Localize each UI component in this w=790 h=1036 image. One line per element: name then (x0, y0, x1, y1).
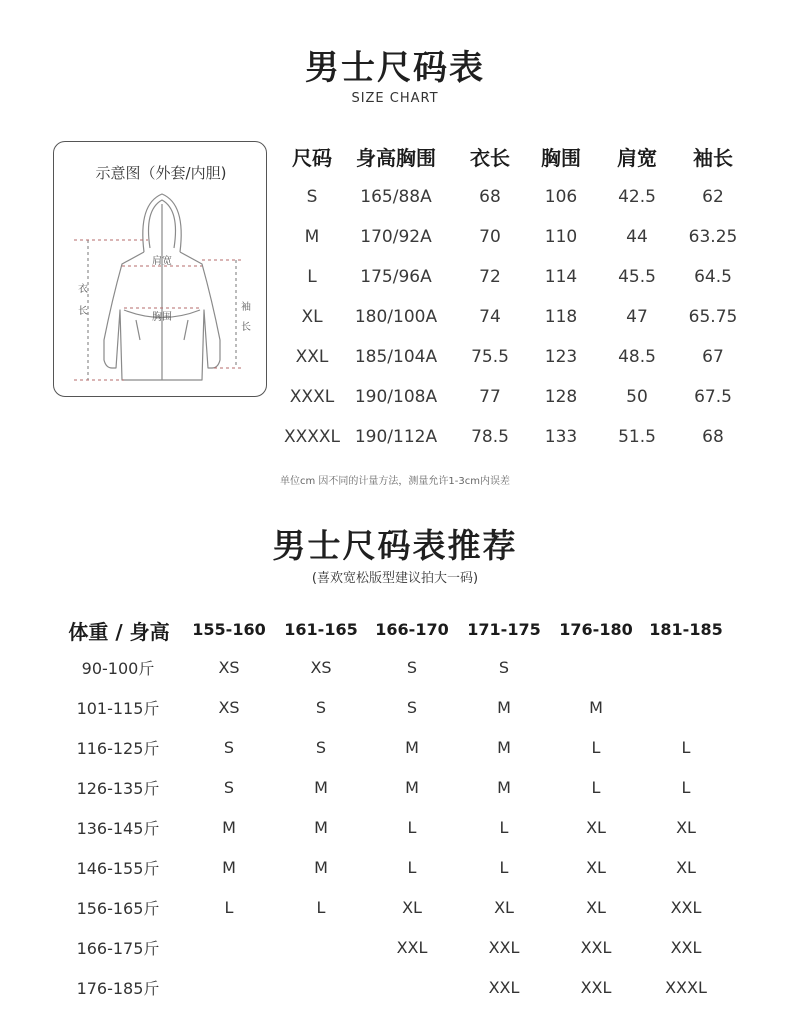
recommended-size-cell: L (681, 778, 691, 797)
recommended-size-cell: S (406, 698, 418, 717)
recommended-size-cell: L (407, 818, 417, 837)
height-range-header: 155-160 (192, 620, 266, 639)
recommended-size-cell: M (589, 698, 603, 717)
recommended-size-cell: XXXL (665, 978, 707, 997)
size-chart-header: 衣长 (470, 146, 510, 170)
recommended-size-cell: S (223, 778, 235, 797)
size-chart-cell: XXXL (289, 387, 335, 407)
recommended-size-cell: XS (218, 658, 240, 677)
size-chart-cell: 68 (479, 187, 501, 207)
chest-mark: 胸围 (152, 312, 172, 323)
size-chart-cell: 190/108A (354, 387, 438, 407)
size-chart-cell: 51.5 (618, 427, 656, 447)
size-chart-header: 肩宽 (617, 146, 657, 170)
size-chart-cell: L (307, 267, 317, 287)
size-chart-cell: 77 (479, 387, 501, 407)
recommended-size-cell: XL (586, 818, 606, 837)
size-chart-cell: 75.5 (471, 347, 509, 367)
length-mark-bottom: 长 (78, 306, 88, 317)
weight-range-label: 136-145斤 (76, 819, 160, 838)
recommended-size-cell: M (314, 778, 328, 797)
size-chart-cell: 65.75 (688, 307, 738, 327)
recommended-size-cell: L (499, 858, 509, 877)
page-title: 男士尺码表 (305, 48, 485, 88)
size-chart-cell: 42.5 (618, 187, 656, 207)
recommended-size-cell: XS (218, 698, 240, 717)
size-chart-cell: 123 (544, 347, 578, 367)
size-chart-cell: 74 (479, 307, 501, 327)
recommended-size-cell: M (405, 738, 419, 757)
recommended-size-cell: S (498, 658, 510, 677)
recommended-size-cell: M (222, 818, 236, 837)
size-chart-cell: 64.5 (694, 267, 732, 287)
recommended-size-cell: XL (402, 898, 422, 917)
recommended-size-cell: L (224, 898, 234, 917)
size-chart-cell: 170/92A (360, 227, 432, 247)
recommended-size-cell: XL (676, 818, 696, 837)
size-chart-cell: 114 (544, 267, 578, 287)
size-chart-cell: 44 (626, 227, 648, 247)
size-chart-header: 袖长 (693, 146, 733, 170)
recommended-size-cell: M (405, 778, 419, 797)
recommended-size-cell: L (681, 738, 691, 757)
recommend-subtitle: (喜欢宽松版型建议拍大一码) (311, 571, 479, 586)
recommended-size-cell: M (497, 738, 511, 757)
length-mark-top: 衣 (78, 284, 88, 295)
recommended-size-cell: XXL (580, 938, 612, 957)
recommended-size-cell: L (591, 778, 601, 797)
recommended-size-cell: S (406, 658, 418, 677)
recommended-size-cell: XL (586, 898, 606, 917)
size-chart-cell: 78.5 (471, 427, 509, 447)
size-chart-cell: 47 (626, 307, 648, 327)
size-chart-cell: 165/88A (360, 187, 432, 207)
page-subtitle: SIZE CHART (351, 91, 439, 106)
jacket-diagram-panel (53, 141, 267, 397)
recommended-size-cell: S (315, 698, 327, 717)
height-range-header: 161-165 (284, 620, 358, 639)
weight-range-label: 126-135斤 (76, 779, 160, 798)
recommended-size-cell: M (222, 858, 236, 877)
height-range-header: 166-170 (375, 620, 449, 639)
shoulder-mark: 肩宽 (152, 256, 172, 267)
jacket-illustration (64, 190, 258, 390)
weight-range-label: 116-125斤 (76, 739, 160, 758)
size-chart-cell: XL (301, 307, 323, 327)
recommended-size-cell: M (314, 858, 328, 877)
height-range-header: 181-185 (649, 620, 723, 639)
size-chart-cell: XXL (295, 347, 329, 367)
size-chart-cell: XXXXL (283, 427, 341, 447)
recommended-size-cell: L (316, 898, 326, 917)
recommend-corner-label: 体重 / 身高 (68, 620, 170, 644)
size-chart-cell: 185/104A (354, 347, 438, 367)
size-chart-cell: 110 (544, 227, 578, 247)
size-chart-cell: 180/100A (354, 307, 438, 327)
recommended-size-cell: XXL (488, 938, 520, 957)
recommended-size-cell: XL (586, 858, 606, 877)
recommend-table (0, 600, 790, 1020)
diagram-label: 示意图（外套/内胆) (95, 164, 227, 182)
recommended-size-cell: M (314, 818, 328, 837)
weight-range-label: 156-165斤 (76, 899, 160, 918)
size-chart-cell: 106 (544, 187, 578, 207)
sleeve-mark-bottom: 长 (241, 322, 251, 333)
height-range-header: 176-180 (559, 620, 633, 639)
size-chart-cell: 68 (702, 427, 724, 447)
weight-range-label: 166-175斤 (76, 939, 160, 958)
recommended-size-cell: S (315, 738, 327, 757)
size-chart-cell: 48.5 (618, 347, 656, 367)
measurement-note: 单位cm 因不同的计量方法，测量允许1-3cm内误差 (280, 476, 510, 487)
size-chart-cell: 70 (479, 227, 501, 247)
recommended-size-cell: L (407, 858, 417, 877)
recommended-size-cell: XL (494, 898, 514, 917)
recommended-size-cell: XXL (670, 898, 702, 917)
size-chart-cell: 67.5 (694, 387, 732, 407)
size-chart-cell: M (304, 227, 320, 247)
size-chart-cell: 72 (479, 267, 501, 287)
recommended-size-cell: XXL (488, 978, 520, 997)
weight-range-label: 146-155斤 (76, 859, 160, 878)
size-chart-cell: 133 (544, 427, 578, 447)
size-chart-cell: 50 (626, 387, 648, 407)
weight-range-label: 176-185斤 (76, 979, 160, 998)
size-chart-cell: 190/112A (354, 427, 438, 447)
recommend-title: 男士尺码表推荐 (272, 526, 518, 565)
size-chart-table (279, 140, 759, 460)
size-chart-cell: S (306, 187, 318, 207)
size-chart-cell: 118 (544, 307, 578, 327)
recommended-size-cell: M (497, 698, 511, 717)
size-chart-cell: 128 (544, 387, 578, 407)
size-chart-cell: 62 (702, 187, 724, 207)
recommended-size-cell: XS (310, 658, 332, 677)
recommended-size-cell: M (497, 778, 511, 797)
size-chart-cell: 45.5 (618, 267, 656, 287)
recommended-size-cell: XL (676, 858, 696, 877)
sleeve-mark-top: 袖 (241, 302, 251, 313)
recommended-size-cell: L (591, 738, 601, 757)
size-chart-header: 胸围 (541, 146, 581, 170)
recommended-size-cell: S (223, 738, 235, 757)
recommended-size-cell: L (499, 818, 509, 837)
weight-range-label: 101-115斤 (76, 699, 160, 718)
weight-range-label: 90-100斤 (81, 659, 155, 678)
size-chart-cell: 175/96A (360, 267, 432, 287)
size-chart-cell: 63.25 (688, 227, 738, 247)
recommended-size-cell: XXL (396, 938, 428, 957)
height-range-header: 171-175 (467, 620, 541, 639)
size-chart-cell: 67 (702, 347, 724, 367)
size-chart-header: 身高胸围 (356, 146, 436, 170)
recommended-size-cell: XXL (670, 938, 702, 957)
recommended-size-cell: XXL (580, 978, 612, 997)
size-chart-header: 尺码 (292, 146, 332, 170)
